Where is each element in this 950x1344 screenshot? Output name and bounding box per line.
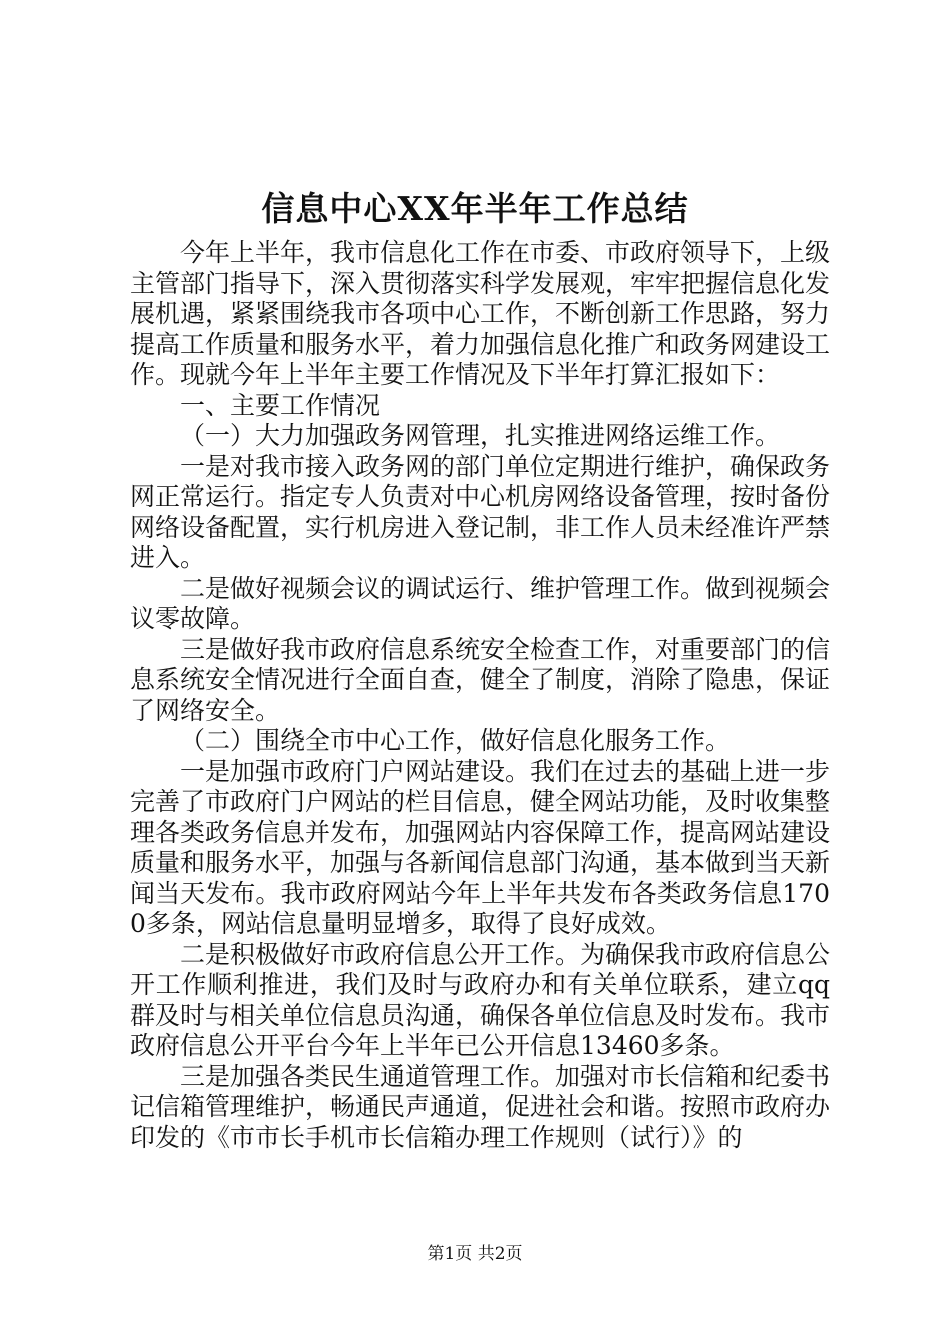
subsection-heading-2: （二）围绕全市中心工作，做好信息化服务工作。 bbox=[180, 726, 731, 755]
paragraph-portal-website: 一是加强市政府门户网站建设。我们在过去的基础上进一步完善了市政府门户网站的栏目信息，健全网站功能，及时收集整理各类政务信息并发布，加强网站内容保障工作，提高网站建设质量和服务水平，加强与各新闻信息部门沟通，基本做到当天新闻当天发布。我市政府网站今年上半年共发布各类政务信息1700多条，网站信息量明显增多，取得了良好成效。 bbox=[130, 756, 831, 938]
page-number-footer: 第1页 共2页 bbox=[427, 1244, 523, 1264]
paragraph-video-conference: 二是做好视频会议的调试运行、维护管理工作。做到视频会议零故障。 bbox=[130, 573, 831, 633]
section-heading-main-work: 一、主要工作情况 bbox=[180, 390, 381, 420]
subsection-heading-1: （一）大力加强政务网管理，扎实推进网络运维工作。 bbox=[180, 421, 781, 450]
document-title: 信息中心XX年半年工作总结 bbox=[261, 189, 689, 228]
paragraph-network-maintenance: 一是对我市接入政务网的部门单位定期进行维护，确保政务网正常运行。指定专人负责对中心机房网络设备管理，按时备份网络设备配置，实行机房进入登记制，非工作人员未经准许严禁进入。 bbox=[130, 451, 831, 572]
document-body bbox=[130, 238, 830, 1153]
paragraph-info-disclosure: 二是积极做好市政府信息公开工作。为确保我市政府信息公开工作顺利推进，我们及时与政府办和有关单位联系，建立qq群及时与相关单位信息员沟通，确保各单位信息及时发布。我市政府信息公开平台今年上半年已公开信息13460多条。 bbox=[130, 939, 831, 1060]
paragraph-intro: 今年上半年，我市信息化工作在市委、市政府领导下，上级主管部门指导下，深入贯彻落实科学发展观，牢牢把握信息化发展机遇，紧紧围绕我市各项中心工作，不断创新工作思路，努力提高工作质量和服务水平，着力加强信息化推广和政务网建设工作。现就今年上半年主要工作情况及下半年打算汇报如下： bbox=[130, 238, 831, 389]
paragraph-security-check: 三是做好我市政府信息系统安全检查工作，对重要部门的信息系统安全情况进行全面自查，健全了制度，消除了隐患，保证了网络安全。 bbox=[130, 634, 831, 725]
paragraph-public-channels: 三是加强各类民生通道管理工作。加强对市长信箱和纪委书记信箱管理维护，畅通民声通道，促进社会和谐。按照市政府办印发的《市市长手机市长信箱办理工作规则（试行）》的 bbox=[130, 1061, 831, 1152]
